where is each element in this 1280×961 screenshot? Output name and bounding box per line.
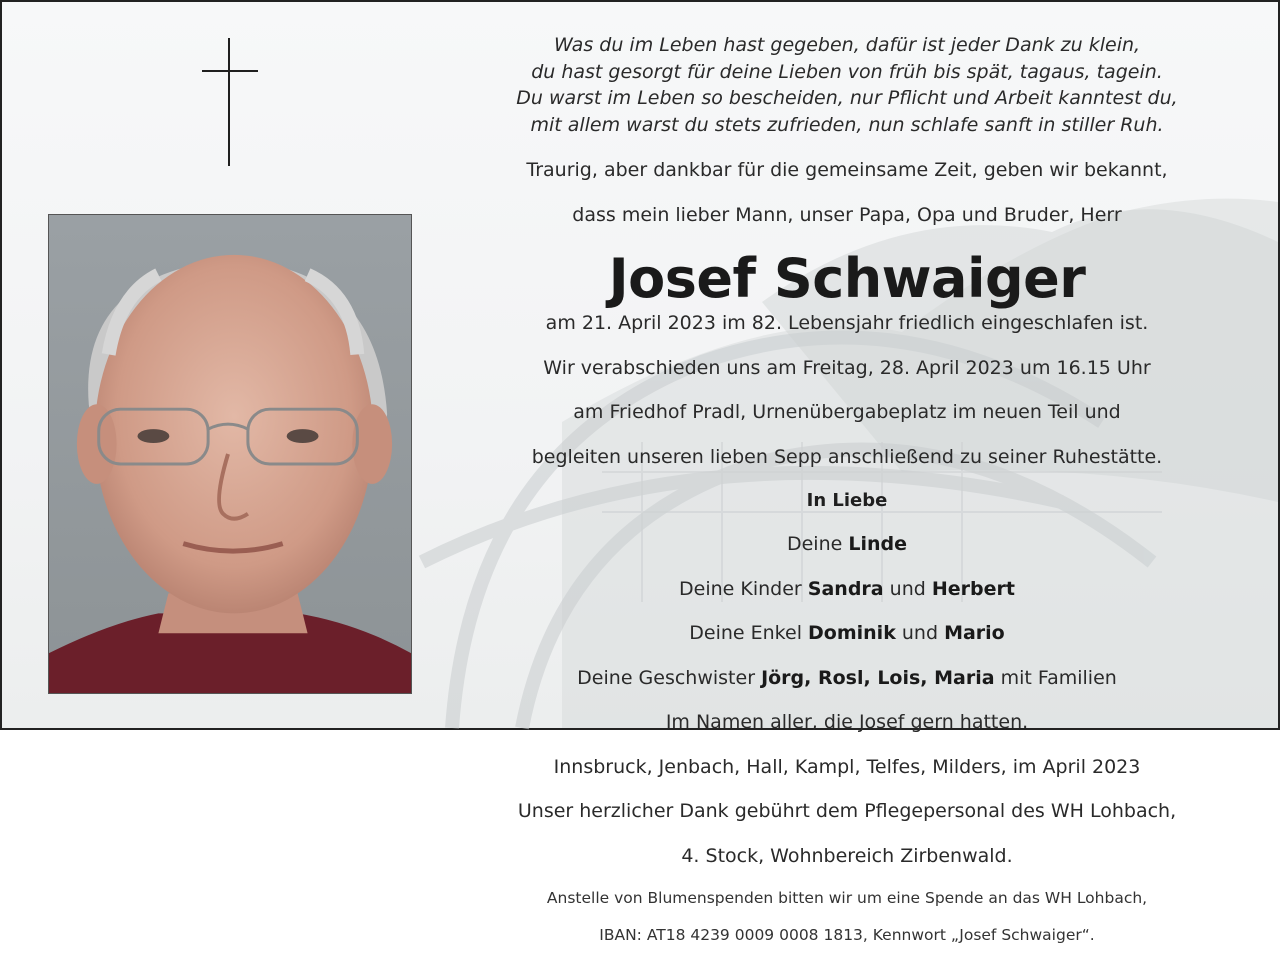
child-name: Sandra: [807, 577, 884, 600]
grandchild-name: Dominik: [808, 622, 896, 644]
memorial-poem: [472, 32, 1222, 138]
farewell-line: begleiten unseren lieben Sepp anschließend zu seiner Ruhestätte.: [531, 445, 1163, 468]
announcement-intro: [472, 157, 1222, 228]
donation-line: Anstelle von Blumenspenden bitten wir um eine Spende an das WH Lohbach,: [546, 889, 1148, 907]
sib-suffix: mit Familien: [994, 666, 1117, 689]
family-children: [472, 577, 1222, 603]
portrait-photo: [48, 214, 412, 694]
deceased-name: Josef Schwaiger: [608, 247, 1086, 310]
grand-prefix: Deine Enkel: [689, 622, 809, 644]
poem-line: du hast gesorgt für deine Lieben von früh bis spät, tagaus, tagein.: [531, 60, 1163, 83]
family-grandchildren: [472, 621, 1222, 647]
intro-line: Traurig, aber dankbar für die gemeinsame Zeit, geben wir bekannt,: [526, 159, 1168, 181]
farewell-line: am Friedhof Pradl, Urnenübergabeplatz im neuen Teil und: [573, 401, 1121, 423]
family-all: Im Namen aller, die Josef gern hatten.: [665, 711, 1029, 733]
family-list: [472, 532, 1222, 736]
poem-line: Du warst im Leben so bescheiden, nur Pflicht und Arbeit kanntest du,: [516, 87, 1178, 109]
grandchild-name: Mario: [944, 622, 1005, 644]
and-word: und: [895, 622, 945, 644]
donation-line: IBAN: AT18 4239 0009 0008 1813, Kennwort „Josef Schwaiger“.: [599, 925, 1095, 944]
family-siblings: [472, 666, 1222, 692]
poem-line: mit allem warst du stets zufrieden, nun schlafe sanft in stiller Ruh.: [530, 113, 1164, 136]
cross-icon: [202, 38, 258, 168]
farewell-details: [472, 356, 1222, 471]
kids-prefix: Deine Kinder: [679, 577, 808, 600]
child-name: Herbert: [931, 577, 1015, 600]
wife-prefix: Deine: [786, 533, 849, 555]
in-liebe-heading: In Liebe: [806, 490, 888, 511]
poem-line: Was du im Leben hast gegeben, dafür ist jeder Dank zu klein,: [553, 34, 1141, 56]
death-line: am 21. April 2023 im 82. Lebensjahr friedlich eingeschlafen ist.: [545, 312, 1149, 334]
thanks-line: 4. Stock, Wohnbereich Zirbenwald.: [681, 844, 1013, 867]
thanks-line: Unser herzlicher Dank gebührt dem Pflegepersonal des WH Lohbach,: [517, 800, 1177, 822]
and-word: und: [883, 577, 932, 600]
family-wife: [472, 532, 1222, 558]
obituary-text: [472, 32, 1222, 961]
sibling-names: Jörg, Rosl, Lois, Maria: [761, 666, 995, 689]
wife-name: Linde: [848, 533, 907, 555]
places-line: Innsbruck, Jenbach, Hall, Kampl, Telfes, Milders, im April 2023: [553, 755, 1141, 778]
intro-line: dass mein lieber Mann, unser Papa, Opa und Bruder, Herr: [572, 204, 1122, 226]
sib-prefix: Deine Geschwister: [577, 666, 762, 689]
thanks-note: [472, 799, 1222, 869]
farewell-line: Wir verabschieden uns am Freitag, 28. April 2023 um 16.15 Uhr: [543, 356, 1151, 379]
donation-note: [472, 888, 1222, 946]
